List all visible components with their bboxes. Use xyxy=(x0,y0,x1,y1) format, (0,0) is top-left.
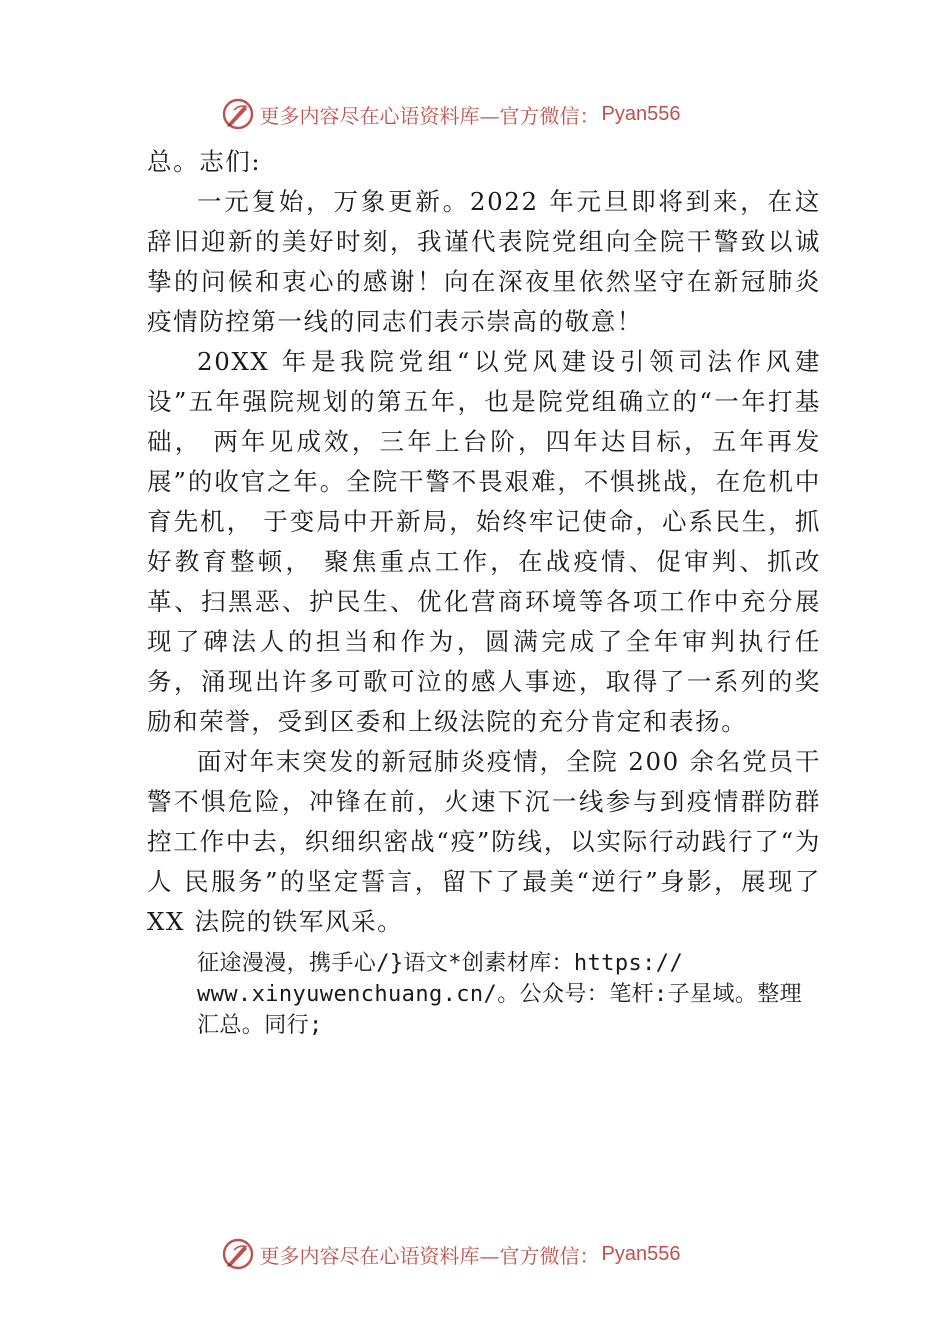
pen-logo-icon xyxy=(220,1236,256,1272)
paragraph-2: 一元复始，万象更新。2022 年元旦即将到来，在这辞旧迎新的美好时刻，我谨代表院党组向全院干警致以诚挚的问候和衷心的感谢！向在深夜里依然坚守在新冠肺炎疫情防控第一线的同志们表示崇高的敬意！ xyxy=(147,187,821,336)
pen-logo-icon xyxy=(220,96,256,132)
document-body xyxy=(147,142,821,1041)
header-brand-text: 更多内容尽在心语资料库—官方微信： xyxy=(259,103,600,128)
footer-watermark xyxy=(0,1234,950,1274)
paragraph-5-source-note: 征途漫漫，携手心/}语文*创素材库：https:// www.xinyuwenchuang.cn/。公众号：笔杆:子星域。整理汇总。同行; xyxy=(197,951,803,1038)
footer-brand-id: Pyan556 xyxy=(601,1242,681,1265)
paragraph-3: 20XX 年是我院党组“以党风建设引领司法作风建设”五年强院规划的第五年，也是院党组确立的“一年打基础， 两年见成效，三年上台阶，四年达目标，五年再发展”的收官之年。全院干警不畏艰难，不惧挑战，在危机中育先机， 于变局中开新局，始终牢记使命，心系民生，抓好教育整顿， 聚焦重点工作，在战疫情、促审判、抓改革、扫黑恶、护民生、优化营商环境等各项工作中充分展现了碑法人的担当和作为，圆满完成了全年审判执行任务，涌现出许多可歌可泣的感人事迹，取得了一系列的奖励和荣誉，受到区委和上级法院的充分肯定和表扬。 xyxy=(147,347,821,736)
header-brand-id: Pyan556 xyxy=(601,102,681,125)
header-watermark xyxy=(0,94,950,134)
paragraph-1: 总。志们: xyxy=(147,147,262,176)
paragraph-4: 面对年末突发的新冠肺炎疫情，全院 200 余名党员干警不惧危险，冲锋在前，火速下沉一线参与到疫情群防群控工作中去，织细织密战“疫”防线，以实际行动践行了“为人 民服务”的坚定誓言，留下了最美“逆行”身影，展现了 XX 法院的铁军风采。 xyxy=(147,747,821,936)
footer-brand-text: 更多内容尽在心语资料库—官方微信： xyxy=(259,1243,600,1268)
